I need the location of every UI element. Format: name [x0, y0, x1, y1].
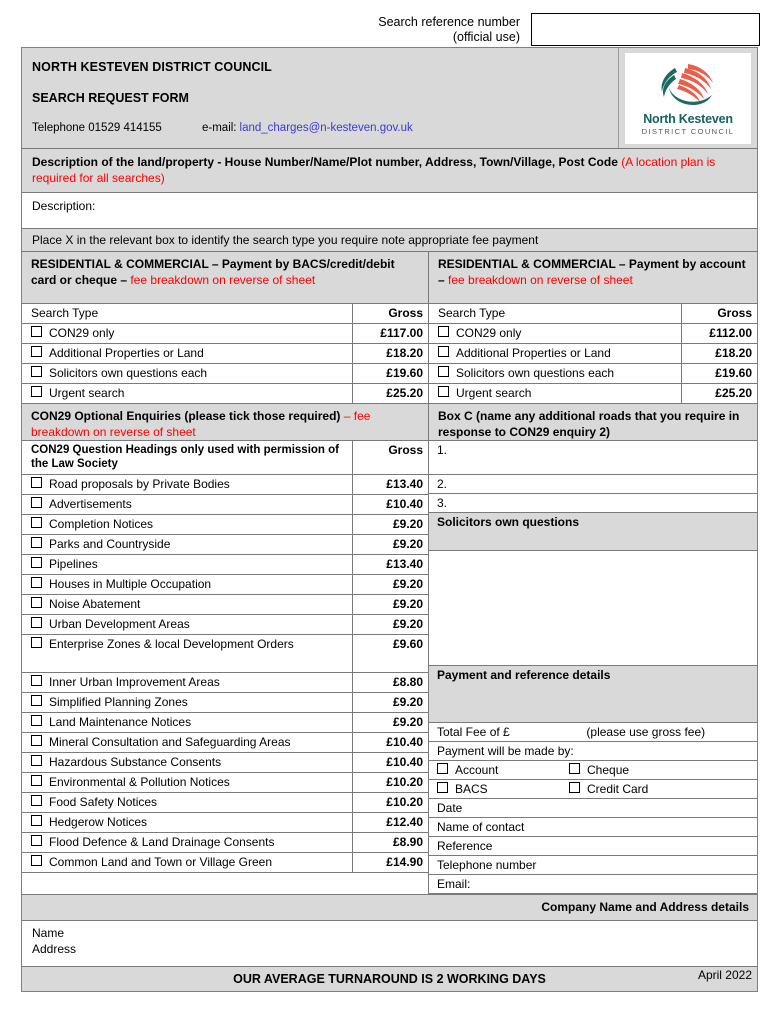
checkbox-icon[interactable]: [31, 755, 42, 766]
search-reference-label: [330, 15, 520, 45]
search-type-table-bacs: [22, 304, 428, 404]
checkbox-icon[interactable]: [31, 637, 42, 648]
search-reference-label-line2: (official use): [452, 30, 520, 44]
company-address-label: Address: [32, 942, 77, 956]
table-row[interactable]: [22, 475, 428, 495]
con29-subheader-label: CON29 Question Headings only used with permission of the Law Society: [31, 444, 339, 470]
checkbox-icon[interactable]: [569, 763, 580, 774]
table-row[interactable]: [22, 364, 428, 384]
payment-bacs-title-main: RESIDENTIAL & COMMERCIAL – Payment by BACS/credit/debit card or cheque –: [31, 257, 395, 287]
gross-cell: £10.20: [352, 793, 428, 812]
table-row[interactable]: [22, 733, 428, 753]
enquiry-label: Noise Abatement: [49, 597, 141, 611]
column-header-search-type: Search Type: [31, 306, 99, 320]
enquiry-label: Inner Urban Improvement Areas: [49, 675, 220, 689]
enquiry-cell: [22, 733, 352, 752]
checkbox-icon[interactable]: [31, 346, 42, 357]
search-type-label: Solicitors own questions each: [49, 366, 208, 380]
solicitors-questions-title: Solicitors own questions: [429, 513, 757, 551]
field-label: Date: [437, 801, 463, 815]
enquiry-cell: [22, 635, 352, 672]
enquiry-label: Parks and Countryside: [49, 537, 171, 551]
telephone-text: Telephone 01529 414155: [32, 122, 162, 134]
turnaround-banner: OUR AVERAGE TURNAROUND IS 2 WORKING DAYS: [22, 967, 757, 991]
form-header: [22, 48, 757, 149]
search-type-table-account: [428, 304, 757, 404]
search-type-cell: [429, 344, 681, 363]
con29-band-main: CON29 Optional Enquiries (please tick those required): [31, 409, 341, 423]
con29-band-note: – fee breakdown on reverse of sheet: [31, 409, 371, 439]
enquiry-cell: [22, 773, 352, 792]
enquiry-label: Houses in Multiple Occupation: [49, 577, 212, 591]
payment-bacs-title: [22, 252, 428, 304]
table-row[interactable]: [22, 853, 428, 873]
table-row[interactable]: [22, 635, 428, 673]
contact-line: [32, 122, 618, 134]
gross-cell: £12.40: [352, 813, 428, 832]
checkbox-icon[interactable]: [31, 715, 42, 726]
table-row[interactable]: [22, 495, 428, 515]
checkbox-icon[interactable]: [31, 815, 42, 826]
box-c-entry-2[interactable]: [429, 475, 757, 494]
search-type-label: Urgent search: [49, 386, 125, 400]
checkbox-icon[interactable]: [31, 326, 42, 337]
payment-details-title: Payment and reference details: [429, 666, 757, 723]
form-header-text: [22, 48, 618, 148]
checkbox-icon[interactable]: [31, 675, 42, 686]
council-name: NORTH KESTEVEN DISTRICT COUNCIL: [32, 60, 272, 74]
enquiry-label: Simplified Planning Zones: [49, 695, 188, 709]
table-row[interactable]: [22, 833, 428, 853]
logo-subtitle: DISTRICT COUNCIL: [641, 127, 735, 136]
gross-cell: £14.90: [352, 853, 428, 872]
email-link[interactable]: land_charges@n-kesteven.gov.uk: [239, 122, 413, 134]
checkbox-icon[interactable]: [569, 782, 580, 793]
gross-cell: £9.20: [352, 693, 428, 712]
search-type-label: Additional Properties or Land: [456, 346, 611, 360]
table-row[interactable]: [22, 384, 428, 404]
box-c-entry-3[interactable]: [429, 494, 757, 513]
payment-option-credit-card[interactable]: [569, 782, 648, 797]
total-fee-note: (please use gross fee): [586, 725, 706, 739]
enquiry-cell: [22, 575, 352, 594]
enquiry-cell: [22, 615, 352, 634]
con29-enquiries-column: [22, 404, 428, 894]
company-name-label: Name: [32, 926, 65, 940]
box-c-title: Box C (name any additional roads that you require in response to CON29 enquiry 2): [429, 404, 757, 441]
enquiry-cell: [22, 813, 352, 832]
enquiry-cell: [22, 673, 352, 692]
checkbox-icon[interactable]: [31, 695, 42, 706]
checkbox-icon[interactable]: [31, 386, 42, 397]
table-row[interactable]: [22, 753, 428, 773]
payment-option-label: Cheque: [587, 763, 630, 777]
box-c-number: 3.: [437, 496, 448, 510]
enquiry-label: Food Safety Notices: [49, 795, 158, 809]
column-header-gross: Gross: [681, 304, 757, 323]
gross-cell: £9.20: [352, 615, 428, 634]
enquiry-cell: [22, 555, 352, 574]
enquiry-label: Land Maintenance Notices: [49, 715, 192, 729]
payment-account-title: [429, 252, 757, 304]
checkbox-icon[interactable]: [438, 326, 449, 337]
footer-date: April 2022: [697, 968, 752, 982]
enquiry-label: Enterprise Zones & local Development Orders: [49, 637, 294, 651]
enquiry-label: Road proposals by Private Bodies: [49, 477, 230, 491]
box-c-entry-1[interactable]: [429, 441, 757, 475]
enquiry-cell: [22, 753, 352, 772]
checkbox-icon[interactable]: [31, 835, 42, 846]
column-header-search-type: Search Type: [438, 306, 506, 320]
checkbox-icon[interactable]: [438, 386, 449, 397]
con29-subheader-gross: Gross: [352, 441, 428, 474]
box-c-number: 1.: [437, 443, 448, 457]
search-type-cell: [22, 324, 352, 343]
enquiry-label: Environmental & Pollution Notices: [49, 775, 230, 789]
search-request-form: [21, 47, 758, 992]
column-header-gross: Gross: [352, 304, 428, 323]
description-heading-note: (A location plan is required for all searches): [32, 155, 716, 185]
table-row[interactable]: [22, 324, 428, 344]
company-name-address-field[interactable]: [22, 921, 757, 967]
checkbox-icon[interactable]: [437, 782, 448, 793]
gross-cell: £9.20: [352, 595, 428, 614]
enquiry-cell: [22, 495, 352, 514]
checkbox-icon[interactable]: [31, 735, 42, 746]
place-x-note: Place X in the relevant box to identify the search type you require note appropriate fee payment: [22, 229, 757, 252]
council-logo: [625, 53, 751, 144]
gross-cell: £9.20: [352, 535, 428, 554]
table-header-row: [22, 304, 428, 324]
gross-cell: £10.40: [352, 753, 428, 772]
search-type-cell: [429, 324, 681, 343]
table-row[interactable]: [22, 344, 428, 364]
table-row[interactable]: [429, 364, 757, 384]
search-type-label: Solicitors own questions each: [456, 366, 615, 380]
table-row[interactable]: [429, 384, 757, 404]
table-row[interactable]: [22, 813, 428, 833]
payment-made-by-label: Payment will be made by:: [429, 742, 757, 761]
con29-subheader-row: [22, 441, 428, 475]
enquiry-label: Completion Notices: [49, 517, 154, 531]
checkbox-icon[interactable]: [437, 763, 448, 774]
enquiry-cell: [22, 693, 352, 712]
gross-cell: £19.60: [352, 364, 428, 383]
payment-method-bands: [22, 252, 757, 304]
checkbox-icon[interactable]: [31, 577, 42, 588]
table-row[interactable]: [22, 535, 428, 555]
page-title: SEARCH REQUEST FORM: [32, 91, 189, 105]
field-reference[interactable]: [429, 837, 757, 856]
box-c-number: 2.: [437, 477, 448, 491]
gross-cell: £112.00: [681, 324, 757, 343]
payment-account-title-main: RESIDENTIAL & COMMERCIAL – Payment by account –: [438, 257, 746, 287]
con29-section: [22, 404, 757, 894]
table-row[interactable]: [22, 773, 428, 793]
search-type-cell: [429, 364, 681, 383]
checkbox-icon[interactable]: [31, 795, 42, 806]
gross-cell: £19.60: [681, 364, 757, 383]
con29-band: [22, 404, 428, 441]
search-type-label: CON29 only: [49, 326, 115, 340]
table-row[interactable]: [22, 793, 428, 813]
table-row[interactable]: [22, 575, 428, 595]
table-row[interactable]: [429, 344, 757, 364]
gross-cell: £9.20: [352, 713, 428, 732]
checkbox-icon[interactable]: [438, 346, 449, 357]
enquiry-cell: [22, 535, 352, 554]
payment-options-bottom: [437, 782, 753, 797]
company-details-band: Company Name and Address details: [22, 894, 757, 921]
gross-cell: £25.20: [352, 384, 428, 403]
enquiry-cell: [22, 853, 352, 872]
search-type-label: CON29 only: [456, 326, 522, 340]
table-row[interactable]: [22, 595, 428, 615]
checkbox-icon[interactable]: [438, 366, 449, 377]
gross-cell: £13.40: [352, 475, 428, 494]
search-type-cell: [22, 384, 352, 403]
checkbox-icon[interactable]: [31, 855, 42, 866]
enquiry-cell: [22, 833, 352, 852]
payment-option-account[interactable]: [437, 763, 569, 778]
search-reference-strip: [0, 0, 770, 47]
table-row[interactable]: [22, 555, 428, 575]
swirl-icon: [655, 60, 721, 110]
table-row[interactable]: [22, 515, 428, 535]
enquiry-label: Urban Development Areas: [49, 617, 190, 631]
enquiry-label: Mineral Consultation and Safeguarding Areas: [49, 735, 291, 749]
total-fee-row[interactable]: [429, 723, 757, 742]
field-telephone-number[interactable]: [429, 856, 757, 875]
payment-option-label: BACS: [455, 782, 488, 796]
enquiry-label: Common Land and Town or Village Green: [49, 855, 273, 869]
enquiry-label: Advertisements: [49, 497, 132, 511]
enquiry-label: Flood Defence & Land Drainage Consents: [49, 835, 275, 849]
checkbox-icon[interactable]: [31, 537, 42, 548]
search-reference-input[interactable]: [531, 13, 760, 46]
checkbox-icon[interactable]: [31, 366, 42, 377]
payment-account-title-note: fee breakdown on reverse of sheet: [448, 272, 633, 287]
checkbox-icon[interactable]: [31, 557, 42, 568]
description-heading: [22, 149, 757, 193]
payment-option-bacs[interactable]: [437, 782, 569, 797]
search-type-label: Additional Properties or Land: [49, 346, 204, 360]
field-name-of-contact[interactable]: [429, 818, 757, 837]
enquiry-cell: [22, 595, 352, 614]
table-header-row: [429, 304, 757, 324]
payment-options-top: [437, 763, 753, 778]
table-row[interactable]: [22, 693, 428, 713]
description-field[interactable]: [22, 193, 757, 229]
payment-option-label: Account: [455, 763, 499, 777]
gross-cell: £10.40: [352, 733, 428, 752]
email-label: e-mail:: [202, 122, 237, 134]
table-row[interactable]: [429, 324, 757, 344]
logo-cell: [618, 48, 757, 148]
search-type-cell: [22, 344, 352, 363]
gross-cell: £8.90: [352, 833, 428, 852]
gross-cell: £10.40: [352, 495, 428, 514]
payment-option-cheque[interactable]: [569, 763, 629, 778]
gross-cell: £18.20: [352, 344, 428, 363]
enquiry-label: Hedgerow Notices: [49, 815, 148, 829]
gross-cell: £117.00: [352, 324, 428, 343]
field-email[interactable]: [429, 875, 757, 894]
solicitors-questions-field[interactable]: [429, 551, 757, 666]
payment-bacs-column: [22, 252, 428, 304]
checkbox-icon[interactable]: [31, 497, 42, 508]
field-label: Reference: [437, 839, 493, 853]
payment-option-row-1: [429, 761, 757, 780]
field-date[interactable]: [429, 799, 757, 818]
gross-cell: £9.20: [352, 515, 428, 534]
gross-cell: £8.80: [352, 673, 428, 692]
field-label: Name of contact: [437, 820, 525, 834]
payment-option-label: Credit Card: [587, 782, 649, 796]
gross-cell: £10.20: [352, 773, 428, 792]
checkbox-icon[interactable]: [31, 597, 42, 608]
payment-option-row-2: [429, 780, 757, 799]
gross-cell: £13.40: [352, 555, 428, 574]
search-type-label: Urgent search: [456, 386, 532, 400]
enquiry-cell: [22, 793, 352, 812]
checkbox-icon[interactable]: [31, 775, 42, 786]
table-row[interactable]: [22, 673, 428, 693]
checkbox-icon[interactable]: [31, 477, 42, 488]
search-type-cell: [429, 384, 681, 403]
enquiry-label: Hazardous Substance Consents: [49, 755, 222, 769]
checkbox-icon[interactable]: [31, 617, 42, 628]
payment-bacs-title-note: fee breakdown on reverse of sheet: [130, 272, 316, 287]
enquiry-cell: [22, 713, 352, 732]
enquiry-cell: [22, 475, 352, 494]
gross-cell: £18.20: [681, 344, 757, 363]
table-row[interactable]: [22, 713, 428, 733]
description-heading-main: Description of the land/property - House Number/Name/Plot number, Address, Town/Village, Post Code: [32, 155, 622, 169]
gross-cell: £9.20: [352, 575, 428, 594]
gross-cell: £9.60: [352, 635, 428, 672]
field-label: Telephone number: [437, 858, 537, 872]
enquiry-cell: [22, 515, 352, 534]
logo-name: North Kesteven: [643, 112, 733, 126]
box-c-and-payment-column: [428, 404, 757, 894]
search-reference-label-line1: Search reference number: [378, 15, 520, 29]
checkbox-icon[interactable]: [31, 517, 42, 528]
payment-account-column: [428, 252, 757, 304]
total-fee-label: Total Fee of £: [437, 725, 510, 739]
table-row[interactable]: [22, 615, 428, 635]
enquiry-label: Pipelines: [49, 557, 98, 571]
description-field-label: Description:: [32, 199, 96, 213]
search-type-cell: [22, 364, 352, 383]
search-type-tables: [22, 304, 757, 404]
gross-cell: £25.20: [681, 384, 757, 403]
field-label: Email:: [437, 877, 471, 891]
